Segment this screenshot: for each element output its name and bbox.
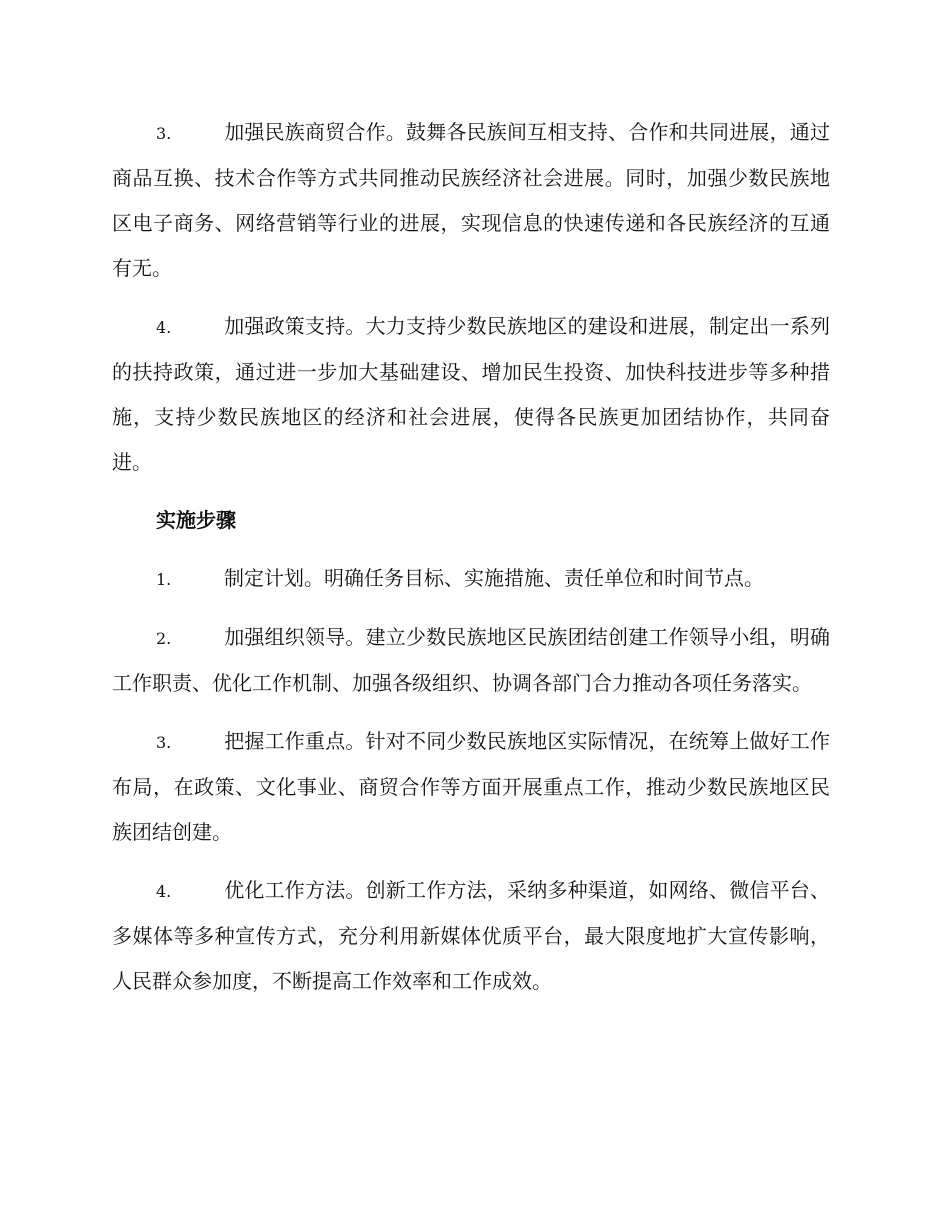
list-number: 1. — [156, 570, 172, 589]
step-work-focus — [112, 719, 830, 855]
step-work-methods — [112, 868, 830, 1004]
list-number: 2. — [156, 629, 172, 648]
list-number: 4. — [156, 318, 172, 337]
paragraph-policy-support — [112, 304, 830, 485]
list-number: 3. — [156, 733, 172, 752]
step-organization-leadership — [112, 615, 830, 706]
paragraph-text: 把握工作重点。针对不同少数民族地区实际情况，在统筹上做好工作布局，在政策、文化事业、商贸合作等方面开展重点工作，推动少数民族地区民族团结创建。 — [112, 729, 830, 844]
document-body — [112, 110, 830, 1017]
list-number: 3. — [156, 124, 172, 143]
paragraph-text: 加强组织领导。建立少数民族地区民族团结创建工作领导小组，明确工作职责、优化工作机制、加强各级组织、协调各部门合力推动各项任务落实。 — [112, 625, 830, 695]
paragraph-text: 制定计划。明确任务目标、实施措施、责任单位和时间节点。 — [224, 566, 764, 590]
section-heading: 实施步骤 — [156, 508, 236, 532]
list-number: 4. — [156, 882, 172, 901]
step-make-plan — [112, 556, 830, 602]
paragraph-commerce-cooperation — [112, 110, 830, 291]
paragraph-text: 加强政策支持。大力支持少数民族地区的建设和进展，制定出一系列的扶持政策，通过进一步加大基础建设、增加民生投资、加快科技进步等多种措施，支持少数民族地区的经济和社会进展，使得各民族更加团结协作，共同奋进。 — [112, 314, 830, 474]
paragraph-text: 优化工作方法。创新工作方法，采纳多种渠道，如网络、微信平台、多媒体等多种宣传方式，充分利用新媒体优质平台，最大限度地扩大宣传影响，人民群众参加度，不断提高工作效率和工作成效。 — [112, 878, 830, 993]
paragraph-text: 加强民族商贸合作。鼓舞各民族间互相支持、合作和共同进展，通过商品互换、技术合作等方式共同推动民族经济社会进展。同时，加强少数民族地区电子商务、网络营销等行业的进展，实现信息的快速传递和各民族经济的互通有无。 — [112, 120, 830, 280]
